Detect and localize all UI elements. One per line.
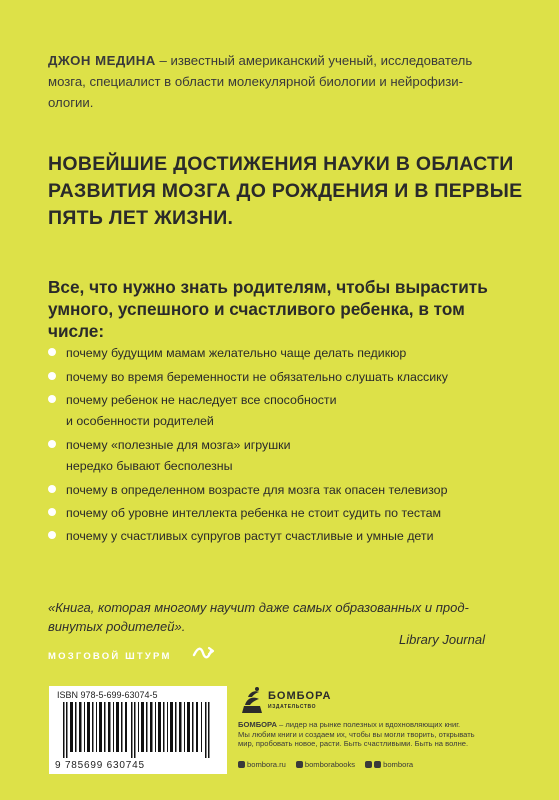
publisher-name: БОМБОРА [268, 690, 332, 702]
headline-line: РАЗВИТИЯ МОЗГА ДО РОЖДЕНИЯ И В ПЕРВЫЕ [48, 180, 523, 202]
isbn-text: ISBN 978-5-699-63074-5 [57, 690, 158, 700]
author-bio-line-2: мозга, специалист в области молекулярной биологии и нейрофизи- [48, 74, 464, 89]
bullet-dot [48, 531, 56, 539]
list-item-text: почему во время беременности не обязательно слушать классику [66, 370, 448, 384]
bullet-dot [48, 348, 56, 356]
quote-line: винутых родителей». [48, 619, 186, 634]
publisher-socials [238, 760, 413, 769]
bombora-logo-icon [238, 686, 266, 716]
bullet-dot [48, 440, 56, 448]
bullet-dot [48, 372, 56, 380]
social-icon [296, 761, 303, 768]
publisher-description-brand: БОМБОРА [238, 720, 277, 729]
list-item-text: почему «полезные для мозга» игрушки [66, 438, 291, 452]
quote-line: «Книга, которая многому научит даже самых образованных и прод- [48, 600, 469, 615]
intro-text [48, 276, 528, 342]
barcode [49, 686, 227, 774]
headline [48, 151, 528, 232]
publisher-description-line: Мы любим книги и создаем их, чтобы вы могли творить, открывать [238, 729, 475, 739]
social-icon [365, 761, 372, 768]
author-bio [48, 50, 518, 113]
brain-wave-icon [192, 645, 218, 661]
publisher-description [238, 720, 528, 749]
list-item-text: почему будущим мамам желательно чаще делать педикюр [66, 346, 407, 360]
social-icon [374, 761, 381, 768]
bullet-dot [48, 395, 56, 403]
list-item-text: почему ребенок не наследует все способности [66, 393, 337, 407]
list-item-text: и особенности родителей [66, 414, 214, 428]
bullet-dot [48, 508, 56, 516]
social-label: bombora [383, 760, 414, 769]
review-quote [48, 598, 518, 636]
headline-line: ПЯТЬ ЛЕТ ЖИЗНИ. [48, 207, 234, 229]
social-link-bombora[interactable] [365, 760, 413, 769]
social-label: bomborabooks [304, 760, 356, 769]
intro-line: Все, что нужно знать родителям, чтобы вырастить [48, 277, 488, 297]
publisher-description-line: мир, пробовать новое, расти. Быть счастливыми. Быть на волне. [238, 739, 469, 749]
list-item-text: почему об уровне интеллекта ребенка не стоит судить по тестам [66, 506, 442, 520]
barcode-digits: 9 785699 630745 [55, 760, 145, 771]
globe-icon [238, 761, 245, 768]
publisher-subtitle: ИЗДАТЕЛЬСТВО [268, 704, 317, 710]
publisher-description-line: – лидер на рынке полезных и вдохновляющих книг. [276, 720, 461, 729]
list-item-text: нередко бывают бесполезны [66, 459, 233, 473]
author-bio-line-3: ологии. [48, 95, 94, 110]
intro-line: числе: [48, 321, 105, 341]
list-item-text: почему в определенном возрасте для мозга так опасен телевизор [66, 483, 448, 497]
intro-line: умного, успешного и счастливого ребенка, в том [48, 299, 465, 319]
headline-line: НОВЕЙШИЕ ДОСТИЖЕНИЯ НАУКИ В ОБЛАСТИ [48, 153, 514, 175]
series-label: МОЗГОВОЙ ШТУРМ [48, 651, 172, 662]
barcode-bars [57, 702, 221, 758]
social-link-books[interactable] [296, 760, 355, 769]
list-item-text: почему у счастливых супругов растут счастливые и умные дети [66, 529, 434, 543]
website-link[interactable] [238, 760, 286, 769]
quote-source: Library Journal [399, 632, 485, 647]
author-name: ДЖОН МЕДИНА [48, 53, 156, 68]
bullet-dot [48, 485, 56, 493]
website-label: bombora.ru [247, 760, 286, 769]
author-bio-line-1: – известный американский ученый, исследователь [155, 53, 473, 68]
